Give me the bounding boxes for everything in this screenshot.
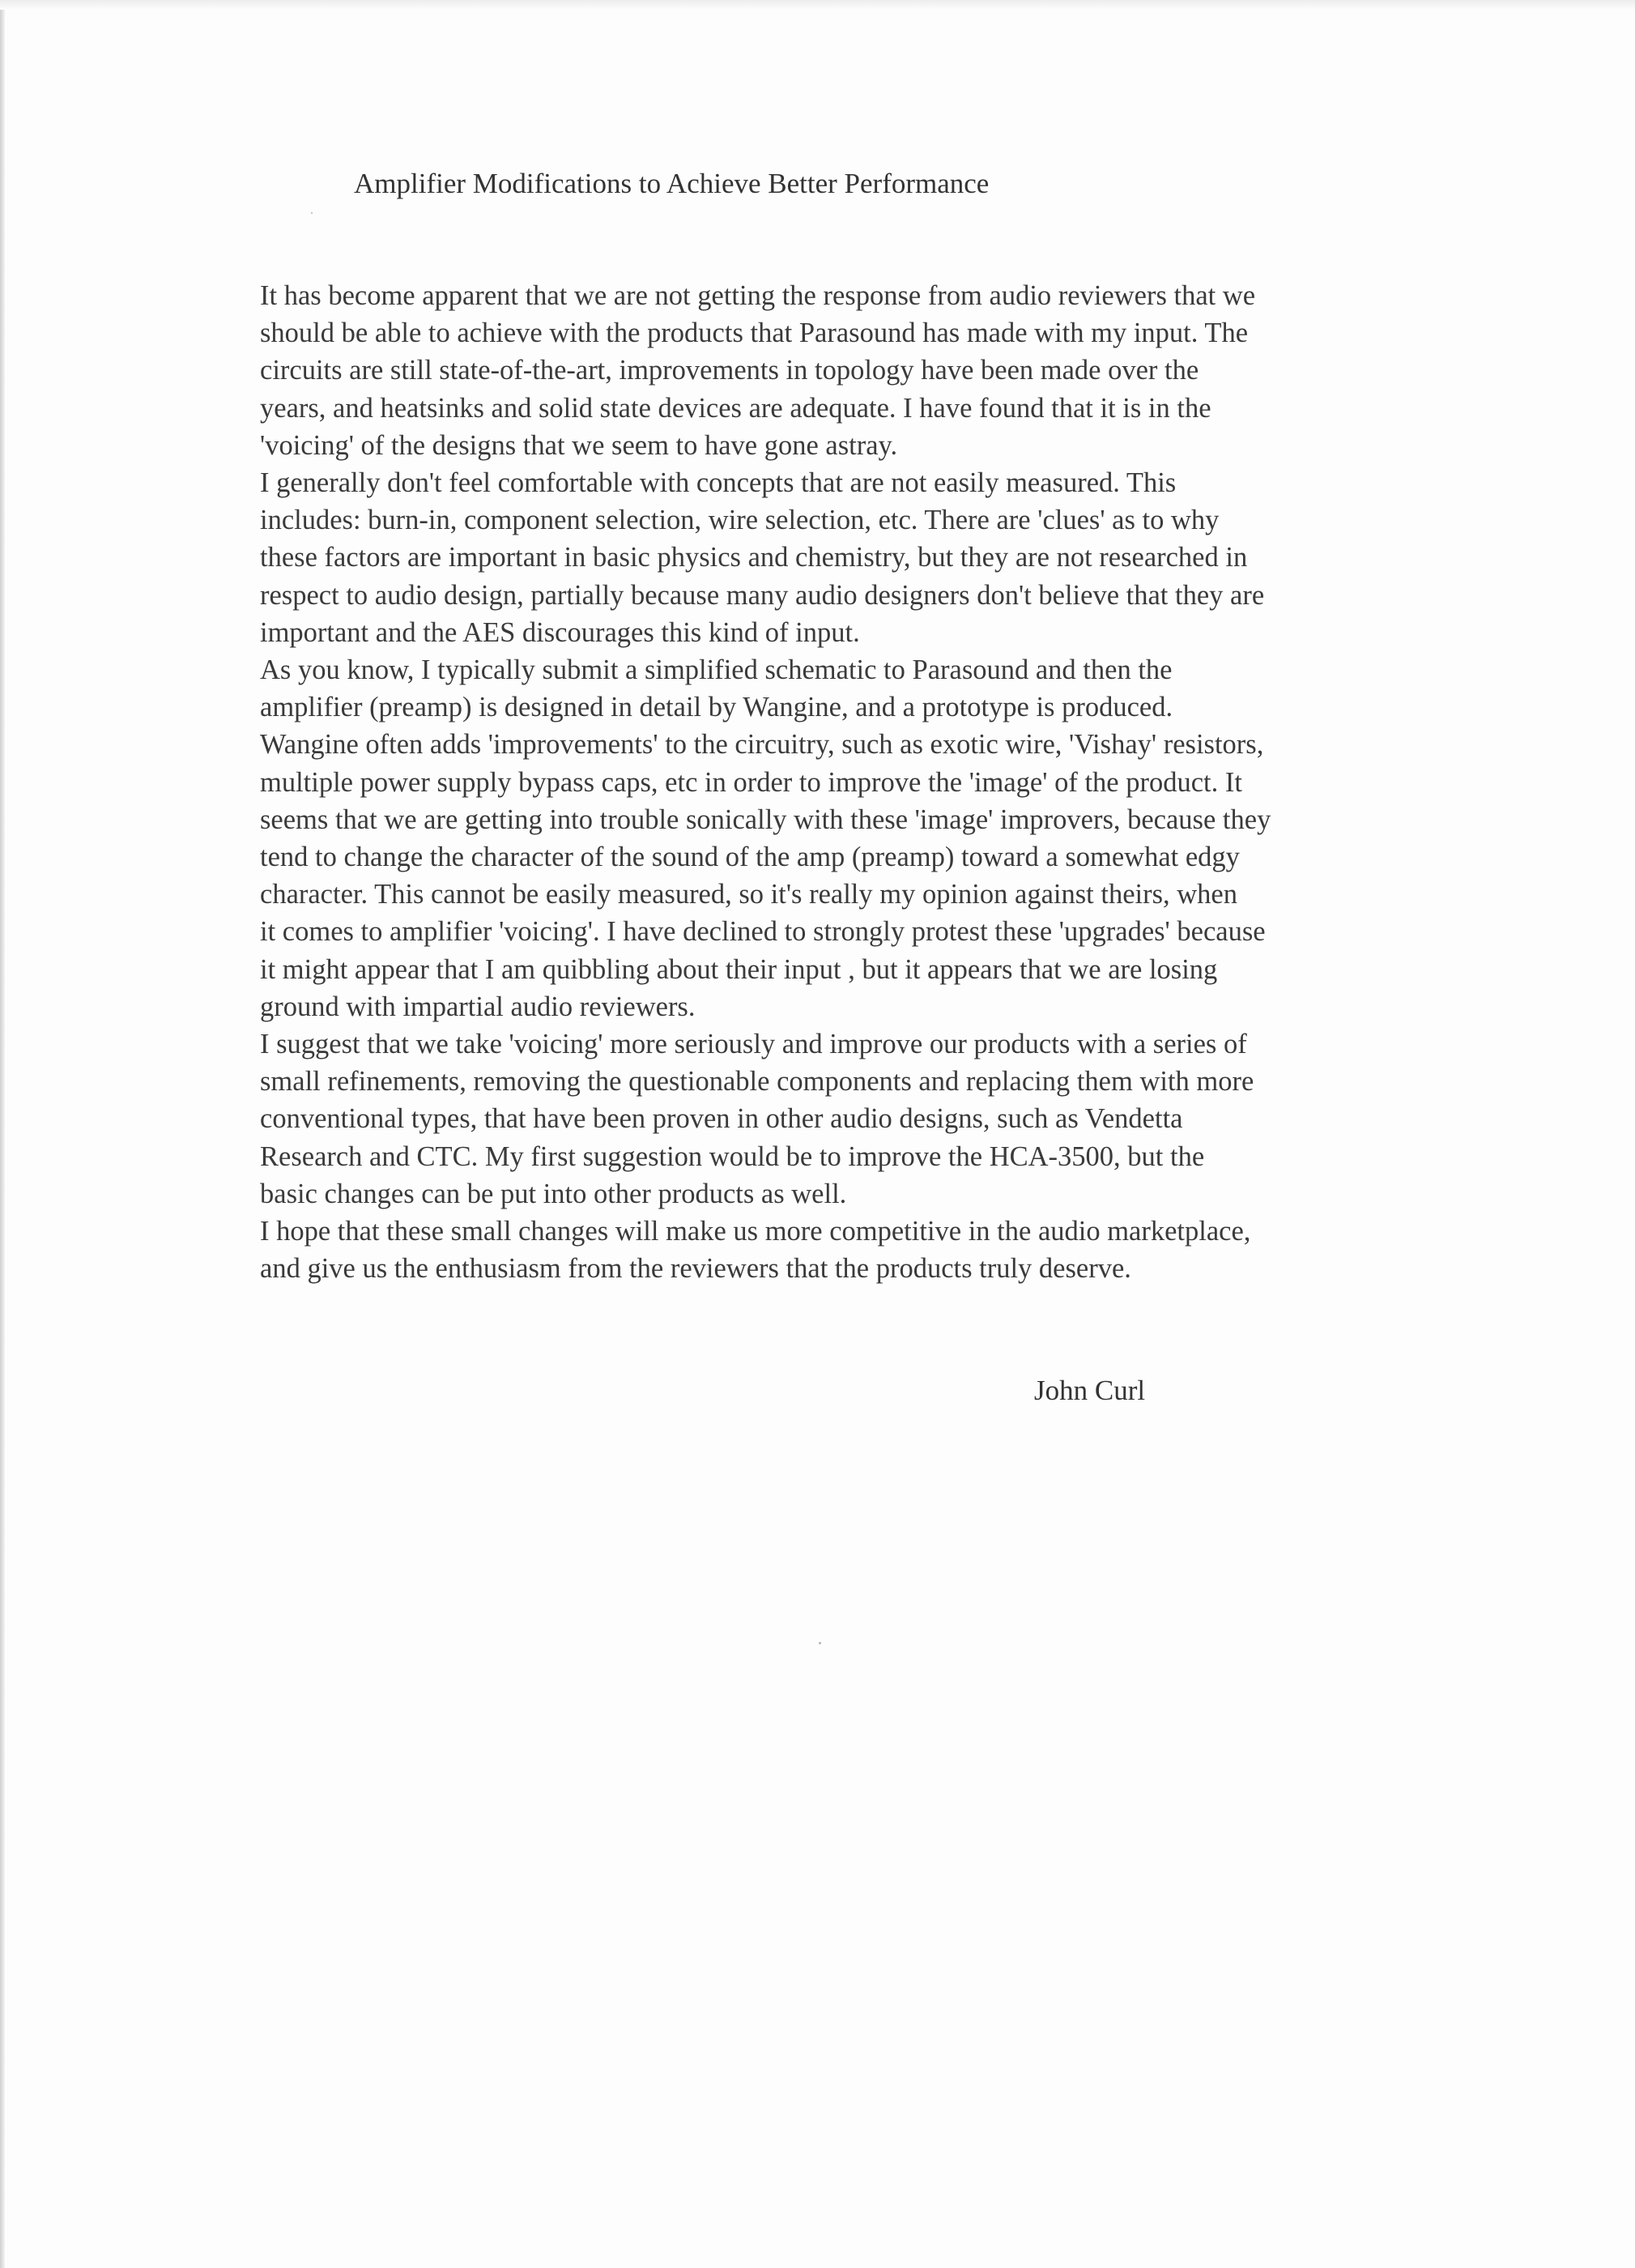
paragraph-design-process xyxy=(260,651,1426,1025)
text-line: multiple power supply bypass caps, etc in order to improve the 'image' of the product. It xyxy=(260,766,1242,798)
text-line: ground with impartial audio reviewers. xyxy=(260,991,696,1022)
text-line: Wangine often adds 'improvements' to the circuitry, such as exotic wire, 'Vishay' resistors, xyxy=(260,729,1264,761)
text-line: small refinements, removing the questionable components and replacing them with more xyxy=(260,1066,1254,1098)
text-line: circuits are still state-of-the-art, improvements in topology have been made over the xyxy=(260,355,1199,386)
text-line: basic changes can be put into other products as well. xyxy=(260,1178,847,1209)
text-line: character. This cannot be easily measured, so it's really my opinion against theirs, when xyxy=(260,879,1237,910)
text-line: I generally don't feel comfortable with concepts that are not easily measured. This xyxy=(260,467,1177,499)
paragraph-intro xyxy=(260,277,1426,464)
text-line: it comes to amplifier 'voicing'. I have declined to strongly protest these 'upgrades' because xyxy=(260,916,1266,948)
text-line: As you know, I typically submit a simplified schematic to Parasound and then the xyxy=(260,654,1173,686)
text-line: important and the AES discourages this kind of input. xyxy=(260,616,860,648)
text-line: seems that we are getting into trouble sonically with these 'image' improvers, because they xyxy=(260,804,1271,835)
scan-top-edge-shadow xyxy=(0,0,1635,10)
text-line: Research and CTC. My first suggestion would be to improve the HCA-3500, but the xyxy=(260,1140,1205,1172)
text-line: these factors are important in basic physics and chemistry, but they are not researched in xyxy=(260,542,1248,573)
paragraph-closing xyxy=(260,1213,1426,1287)
scan-speck xyxy=(311,212,313,214)
text-line: amplifier (preamp) is designed in detail by Wangine, and a prototype is produced. xyxy=(260,692,1173,723)
document-body xyxy=(260,277,1426,1287)
author-signature: John Curl xyxy=(1034,1375,1146,1406)
paragraph-measurement xyxy=(260,464,1426,651)
text-line: it might appear that I am quibbling about their input , but it appears that we are losing xyxy=(260,953,1218,985)
text-line: respect to audio design, partially because many audio designers don't believe that they are xyxy=(260,579,1265,611)
text-line: I suggest that we take 'voicing' more seriously and improve our products with a series of xyxy=(260,1029,1247,1060)
scan-speck xyxy=(819,1642,821,1644)
scan-left-edge-shadow xyxy=(0,0,5,2268)
text-line: includes: burn-in, component selection, wire selection, etc. There are 'clues' as to why xyxy=(260,505,1220,536)
text-line: and give us the enthusiasm from the reviewers that the products truly deserve. xyxy=(260,1253,1131,1285)
document-title: Amplifier Modifications to Achieve Better Performance xyxy=(354,168,990,199)
text-line: years, and heatsinks and solid state devices are adequate. I have found that it is in the xyxy=(260,392,1211,424)
paragraph-suggestion xyxy=(260,1025,1426,1213)
text-line: I hope that these small changes will make us more competitive in the audio marketplace, xyxy=(260,1216,1251,1247)
text-line: 'voicing' of the designs that we seem to have gone astray. xyxy=(260,429,898,461)
text-line: conventional types, that have been proven in other audio designs, such as Vendetta xyxy=(260,1103,1183,1135)
text-line: should be able to achieve with the products that Parasound has made with my input. The xyxy=(260,318,1249,349)
text-line: It has become apparent that we are not getting the response from audio reviewers that we xyxy=(260,280,1256,311)
text-line: tend to change the character of the sound of the amp (preamp) toward a somewhat edgy xyxy=(260,842,1240,873)
